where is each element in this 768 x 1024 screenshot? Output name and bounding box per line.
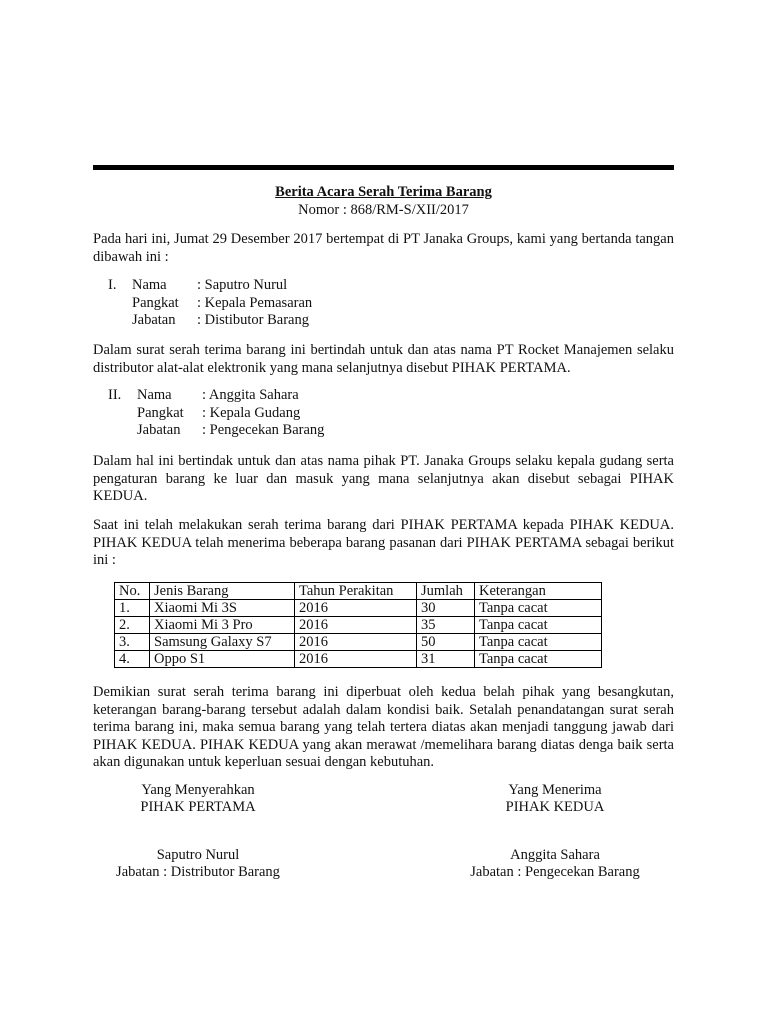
signature-role: Yang Menerima [508,782,602,798]
party-one-description: Dalam surat serah terima barang ini bertindah untuk dan atas nama PT Rocket Manajemen selaku distributor alat-alat elektronik yang mana selanjutnya disebut PIHAK PERTAMA. [93,342,674,376]
party-two-details [108,387,324,440]
party-one-name-label: Nama [132,277,167,293]
signature-party: PIHAK PERTAMA [140,799,256,815]
table-row [115,651,602,668]
table-row [115,634,602,651]
party-one-position-value: : Distibutor Barang [197,312,309,328]
signature-block-receiver [455,782,655,881]
table-row [115,600,602,617]
header-rule [93,165,674,170]
table-cell: Tanpa cacat [475,651,602,668]
table-cell: Xiaomi Mi 3S [150,600,295,617]
table-cell: 4. [115,651,150,668]
table-cell: 3. [115,634,150,651]
table-cell: Oppo S1 [150,651,295,668]
party-one-name-value: : Saputro Nurul [197,277,288,293]
party-two-description: Dalam hal ini bertindak untuk dan atas nama pihak PT. Janaka Groups selaku kepala gudang serta pengaturan barang ke luar dan masuk yang mana selanjutnya akan disebut sebagai PIHAK KEDUA. [93,453,674,504]
table-header-cell: Jenis Barang [150,583,295,600]
document-title [93,184,674,201]
table-cell: 2. [115,617,150,634]
table-cell: 31 [417,651,475,668]
party-two-rank-value: : Kepala Gudang [202,404,301,421]
table-cell: 35 [417,617,475,634]
table-cell: 2016 [295,600,417,617]
party-two-name-label: Nama [137,387,172,403]
party-one-row [108,295,312,313]
table-header-cell: Tahun Perakitan [295,583,417,600]
party-two-position-label: Jabatan [137,422,181,438]
signature-position: Jabatan : Pengecekan Barang [470,864,640,880]
signature-block-giver [98,782,298,881]
party-two-position-value: : Pengecekan Barang [202,422,325,438]
party-two-row [108,387,324,405]
signature-name: Saputro Nurul [156,847,240,863]
document-title-text: Berita Acara Serah Terima Barang [275,184,492,200]
table-header-cell: Jumlah [417,583,475,600]
party-two-rank-label: Pangkat [137,404,184,421]
table-cell: Xiaomi Mi 3 Pro [150,617,295,634]
items-table [114,582,602,668]
table-row [115,617,602,634]
party-one-row [108,312,312,330]
party-two-row [108,405,324,423]
table-header-cell: Keterangan [475,583,602,600]
table-cell: Tanpa cacat [475,634,602,651]
party-one-rank-label: Pangkat [132,294,179,311]
signature-party: PIHAK KEDUA [505,799,605,815]
handover-paragraph: Saat ini telah melakukan serah terima barang dari PIHAK PERTAMA kepada PIHAK KEDUA. PIHAK KEDUA telah menerima beberapa barang pasanan dari PIHAK PERTAMA sebagai berikut ini : [93,517,674,568]
table-cell: 2016 [295,634,417,651]
party-one-number: I. [108,277,117,293]
signature-role: Yang Menyerahkan [141,782,255,798]
party-one-rank-value: : Kepala Pemasaran [197,294,313,311]
table-header-row [115,583,602,600]
table-cell: 2016 [295,617,417,634]
signature-name: Anggita Sahara [510,847,600,863]
table-cell: 30 [417,600,475,617]
document-number: Nomor : 868/RM-S/XII/2017 [298,202,469,218]
table-cell: Tanpa cacat [475,617,602,634]
closing-paragraph: Demikian surat serah terima barang ini diperbuat oleh kedua belah pihak yang besangkutan, keterangan barang-barang tersebut adalah dalam kondisi baik. Setalah penandatangan surat serah terima barang ini, maka semua barang yang telah tertera diatas akan menjadi tanggung jawab dari PIHAK KEDUA. PIHAK KEDUA yang akan merawat /memelihara barang diatas denga baik serta akan digunakan untuk keperluan sesuai dengan kebutuhan. [93,684,674,770]
party-two-name-value: : Anggita Sahara [202,387,299,403]
table-cell: 1. [115,600,150,617]
party-one-row [108,277,312,295]
party-two-number: II. [108,387,122,403]
table-cell: 2016 [295,651,417,668]
party-one-position-label: Jabatan [132,312,176,328]
party-one-details [108,277,312,330]
intro-paragraph: Pada hari ini, Jumat 29 Desember 2017 bertempat di PT Janaka Groups, kami yang bertanda tangan dibawah ini : [93,231,674,265]
table-cell: 50 [417,634,475,651]
table-cell: Tanpa cacat [475,600,602,617]
signature-position: Jabatan : Distributor Barang [116,864,280,880]
table-cell: Samsung Galaxy S7 [150,634,295,651]
party-two-row [108,422,324,440]
table-header-cell: No. [115,583,150,600]
